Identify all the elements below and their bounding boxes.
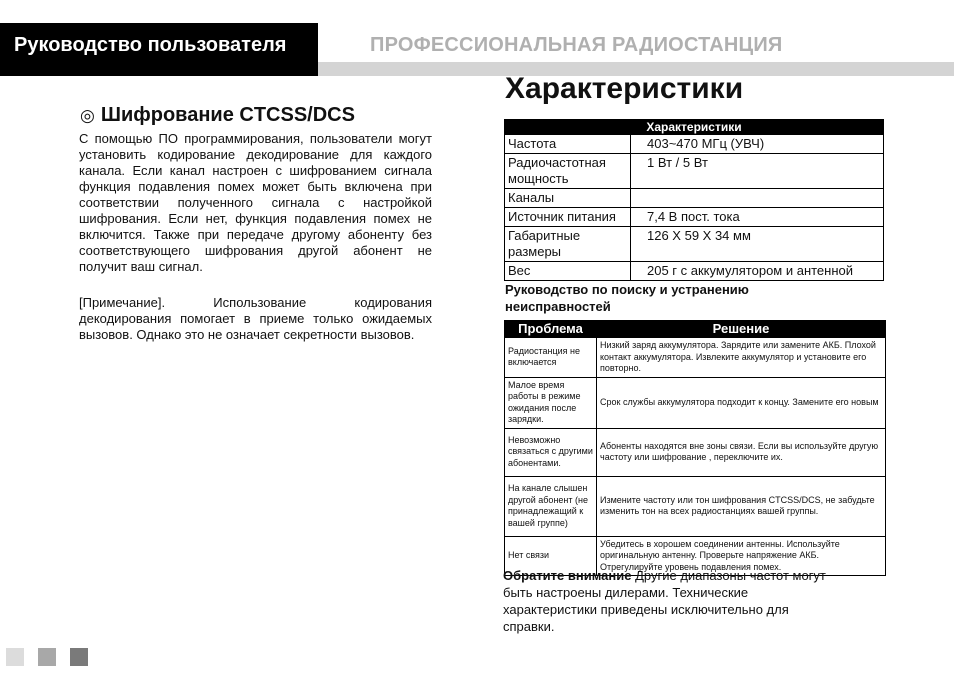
table-row xyxy=(505,189,884,208)
troubleshooting-table xyxy=(504,320,886,576)
solution-cell: Измените частоту или тон шифрования CTCSS/DCS, не забудьте изменить тон на всех радиостанциях вашей группы. xyxy=(597,476,886,536)
manual-title: Руководство пользователя xyxy=(14,34,287,56)
spec-key: Каналы xyxy=(505,189,631,208)
attention-note xyxy=(503,567,833,635)
problem-cell: Нет связи xyxy=(505,536,597,576)
spec-value: 1 Вт / 5 Вт xyxy=(631,154,884,189)
table-row xyxy=(505,227,884,262)
target-icon: ◎ xyxy=(80,106,95,125)
header-subtitle: ПРОФЕССИОНАЛЬНАЯ РАДИОСТАНЦИЯ xyxy=(370,34,783,56)
table-row xyxy=(505,262,884,281)
page-title: Характеристики xyxy=(505,72,744,105)
encryption-paragraph: С помощью ПО программирования, пользователи могут установить кодирование декодирование для каждого канала. Если канал настроен с шифрованием сигнала функция подавления помех может быть включена при соответствии полученного сигнала с настройкой шифрования. Если нет, функция подавления помех не включится. Также при передаче другому абоненту без соответствующего шифрования другой абонент не получит ваш сигнал. xyxy=(79,131,432,274)
spec-table xyxy=(504,119,884,281)
solution-cell: Убедитесь в хорошем соединении антенны. Используйте оригинальную антенну. Проверьте напряжение АКБ. Отрегулируйте уровень подавления помех. xyxy=(597,536,886,576)
problem-cell: На канале слышен другой абонент (не принадлежащий к вашей группе) xyxy=(505,476,597,536)
spec-value: 7,4 В пост. тока xyxy=(631,208,884,227)
problem-cell: Малое время работы в режиме ожидания после зарядки. xyxy=(505,377,597,428)
table-row xyxy=(505,135,884,154)
spec-key: Источник питания xyxy=(505,208,631,227)
solution-cell: Срок службы аккумулятора подходит к концу. Замените его новым xyxy=(597,377,886,428)
troubleshooting-title: Руководство по поиску и устранению неисправностей xyxy=(505,282,749,314)
spec-key: Вес xyxy=(505,262,631,281)
table-row xyxy=(505,476,886,536)
table-row xyxy=(505,428,886,476)
table-row xyxy=(505,377,886,428)
solution-cell: Низкий заряд аккумулятора. Зарядите или замените АКБ. Плохой контакт аккумулятора. Извлеките аккумулятор и установите его повторно. xyxy=(597,338,886,378)
section-title xyxy=(80,104,355,127)
spec-key: Частота xyxy=(505,135,631,154)
table-row xyxy=(505,338,886,378)
note-paragraph: [Примечание]. Использование кодирования декодирования помогает в приеме только ожидаемых вызовов. Однако это не означает секретности вызовов. xyxy=(79,295,432,342)
attention-text: Другие диапазоны частот могут быть настроены дилерами. Технические характеристики приведены исключительно для справки. xyxy=(503,568,826,634)
footer-square-light xyxy=(6,648,24,666)
spec-value xyxy=(631,189,884,208)
problem-column-header: Проблема xyxy=(505,321,597,338)
spec-value: 205 г с аккумулятором и антенной xyxy=(631,262,884,281)
spec-value: 403~470 МГц (УВЧ) xyxy=(631,135,884,154)
solution-column-header: Решение xyxy=(597,321,886,338)
footer-square-dark xyxy=(70,648,88,666)
spec-table-header: Характеристики xyxy=(505,120,884,135)
spec-value: 126 X 59 X 34 мм xyxy=(631,227,884,262)
solution-cell: Абоненты находятся вне зоны связи. Если вы используйте другую частоту или шифрование , переключите их. xyxy=(597,428,886,476)
spec-key: Радиочастотная мощность xyxy=(505,154,631,189)
footer-square-medium xyxy=(38,648,56,666)
spec-key: Габаритные размеры xyxy=(505,227,631,262)
section-title-text: Шифрование CTCSS/DCS xyxy=(100,104,355,126)
attention-label: Обратите внимание xyxy=(503,568,632,583)
problem-cell: Невозможно связаться с другими абонентами. xyxy=(505,428,597,476)
problem-cell: Радиостанция не включается xyxy=(505,338,597,378)
table-row xyxy=(505,208,884,227)
table-row xyxy=(505,154,884,189)
